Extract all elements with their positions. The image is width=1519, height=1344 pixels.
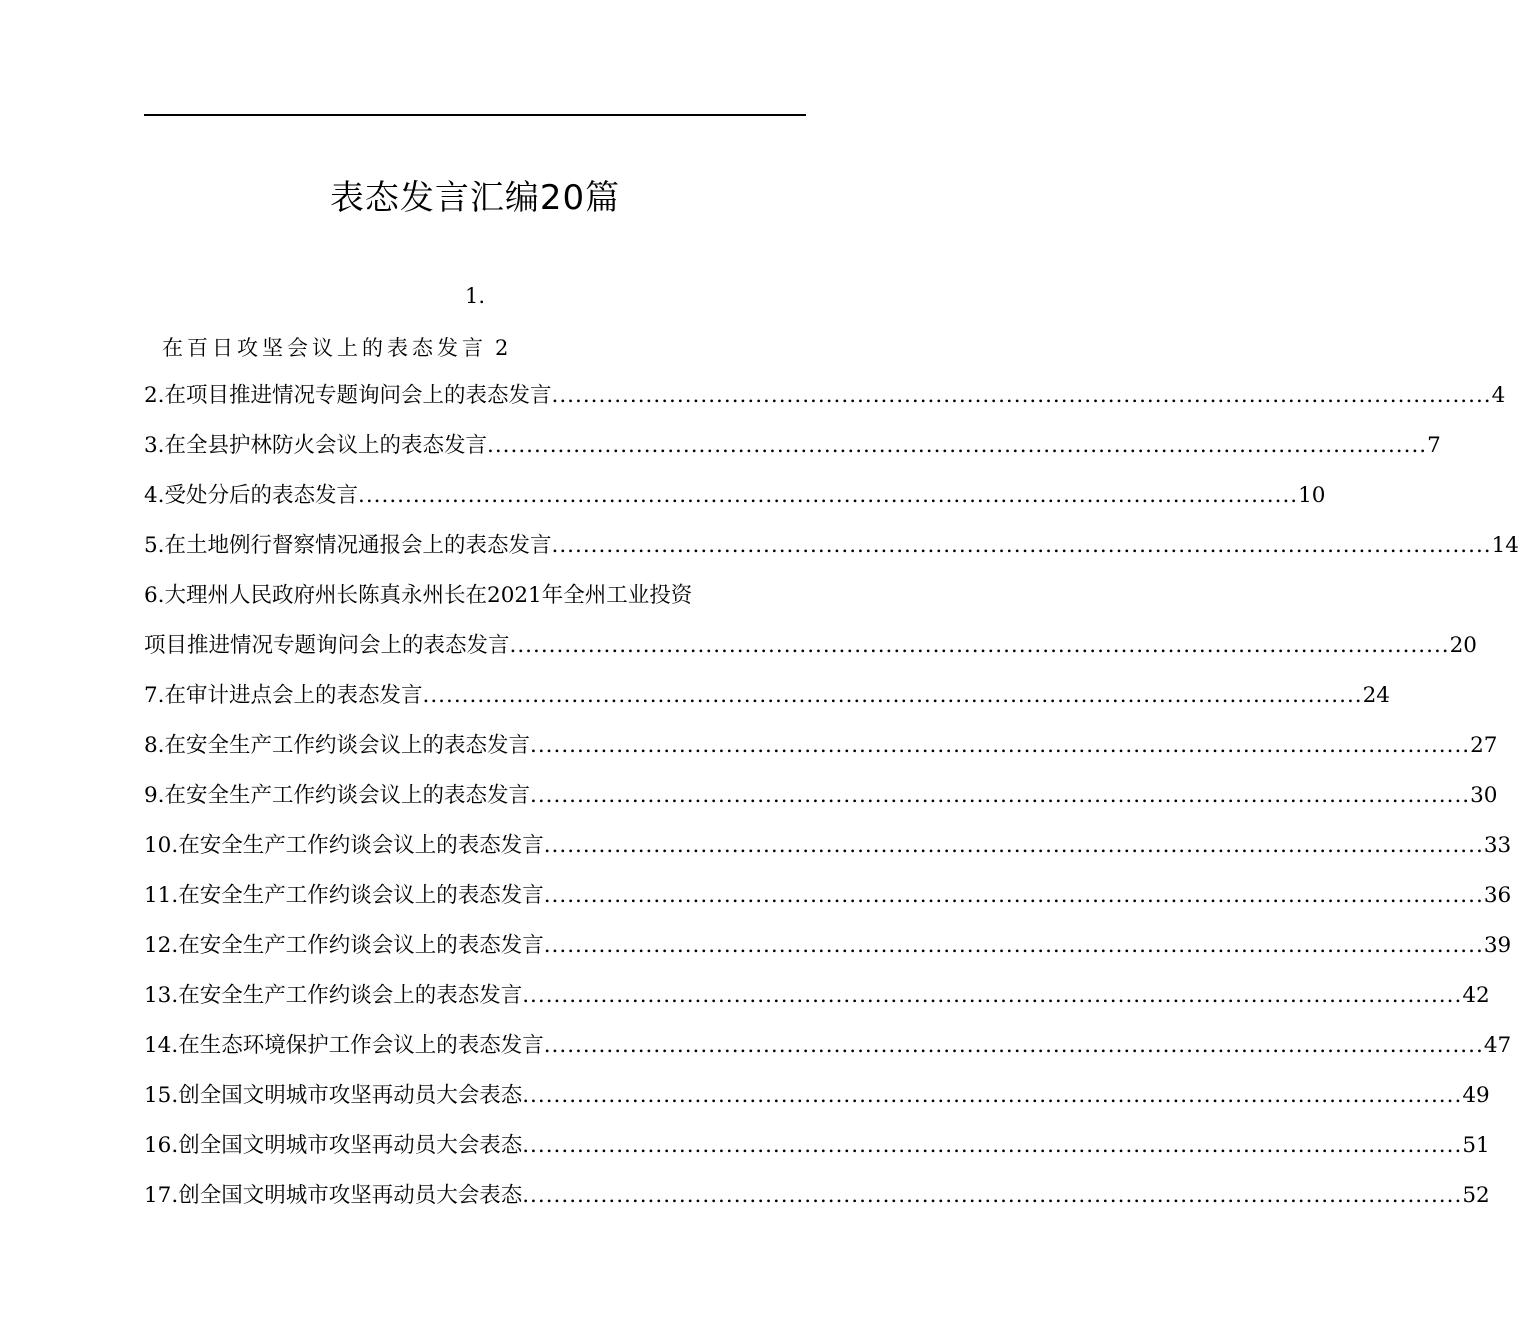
toc-entry[interactable] <box>144 676 1390 726</box>
toc-leader-dots: ........................................................................................................................ <box>487 433 1428 458</box>
toc-entry-title: 9.在安全生产工作约谈会议上的表态发言 <box>144 783 531 808</box>
toc-entry-page: 39 <box>1483 933 1512 958</box>
toc-entry[interactable] <box>144 876 1512 926</box>
toc-leader-dots: ........................................................................................................................ <box>522 1083 1463 1108</box>
toc-leader-dots: ........................................................................................................................ <box>509 633 1450 658</box>
toc-entry-page: 27 <box>1470 733 1498 758</box>
toc-entry[interactable] <box>144 476 1326 526</box>
toc-leader-dots: ........................................................................................................................ <box>551 533 1492 558</box>
toc-entry-1-number: 1. <box>464 284 486 308</box>
toc-entry-title: 2.在项目推进情况专题询问会上的表态发言 <box>144 383 552 408</box>
toc-entry-page: 52 <box>1462 1183 1490 1208</box>
toc-leader-dots: ........................................................................................................................ <box>522 1133 1463 1158</box>
toc-entry[interactable] <box>144 1076 1490 1126</box>
toc-entry[interactable] <box>144 776 1498 826</box>
toc-entry-line1[interactable] <box>144 576 806 626</box>
toc-entry-page: 47 <box>1483 1033 1512 1058</box>
toc-entry-title: 5.在土地例行督察情况通报会上的表态发言 <box>144 533 552 558</box>
toc-entry-title: 4.受处分后的表态发言 <box>144 483 359 508</box>
toc-entry-page: 30 <box>1470 783 1498 808</box>
toc-entry-1-page: 2 <box>495 336 509 360</box>
toc-entry-title: 11.在安全生产工作约谈会议上的表态发言 <box>144 883 544 908</box>
toc-entry-title-line1: 6.大理州人民政府州长陈真永州长在2021年全州工业投资 <box>144 583 693 608</box>
toc-entry-title: 15.创全国文明城市攻坚再动员大会表态 <box>144 1083 523 1108</box>
toc-entry[interactable] <box>144 826 1512 876</box>
toc-leader-dots: ........................................................................................................................ <box>551 383 1492 408</box>
toc-entry-page: 33 <box>1483 833 1512 858</box>
toc-leader-dots: ........................................................................................................................ <box>522 983 1463 1008</box>
toc-entry-page: 4 <box>1491 383 1506 408</box>
toc-entry[interactable] <box>144 526 1519 576</box>
toc-entry-page: 14 <box>1491 533 1519 558</box>
toc-entry-title: 12.在安全生产工作约谈会议上的表态发言 <box>144 933 544 958</box>
toc-entry-page: 36 <box>1483 883 1512 908</box>
toc-entry[interactable] <box>144 726 1498 776</box>
toc-entry-1-title: 在百日攻坚会议上的表态发言 <box>162 336 487 360</box>
toc-leader-dots: ........................................................................................................................ <box>358 483 1299 508</box>
toc-leader-dots: ........................................................................................................................ <box>530 733 1471 758</box>
header-rule <box>144 114 806 116</box>
toc-entry-page: 51 <box>1462 1133 1490 1158</box>
toc-entry-title: 16.创全国文明城市攻坚再动员大会表态 <box>144 1133 523 1158</box>
toc-entry-page: 49 <box>1462 1083 1490 1108</box>
toc-entry-page: 10 <box>1298 483 1326 508</box>
toc-entry-title: 10.在安全生产工作约谈会议上的表态发言 <box>144 833 544 858</box>
toc-entry-1[interactable] <box>162 332 508 362</box>
toc-entry-title: 8.在安全生产工作约谈会议上的表态发言 <box>144 733 531 758</box>
toc-entry-page: 20 <box>1449 633 1477 658</box>
toc-entry[interactable] <box>144 926 1512 976</box>
toc-entry[interactable] <box>144 376 1506 426</box>
toc-entry[interactable] <box>144 1176 1490 1226</box>
toc-entry-title: 17.创全国文明城市攻坚再动员大会表态 <box>144 1183 523 1208</box>
toc-entry-title: 3.在全县护林防火会议上的表态发言 <box>144 433 488 458</box>
toc-entry-page: 42 <box>1462 983 1490 1008</box>
toc-leader-dots: ........................................................................................................................ <box>530 783 1471 808</box>
toc-entry[interactable] <box>144 426 1441 476</box>
table-of-contents <box>144 376 1519 1226</box>
toc-leader-dots: ........................................................................................................................ <box>543 1033 1484 1058</box>
toc-leader-dots: ........................................................................................................................ <box>422 683 1363 708</box>
toc-entry-title: 项目推进情况专题询问会上的表态发言 <box>144 633 510 658</box>
toc-leader-dots: ........................................................................................................................ <box>522 1183 1463 1208</box>
toc-entry-page: 24 <box>1362 683 1390 708</box>
toc-entry-title: 13.在安全生产工作约谈会上的表态发言 <box>144 983 523 1008</box>
toc-leader-dots: ........................................................................................................................ <box>543 833 1484 858</box>
toc-leader-dots: ........................................................................................................................ <box>543 883 1484 908</box>
toc-leader-dots: ........................................................................................................................ <box>543 933 1484 958</box>
toc-entry[interactable] <box>144 1126 1490 1176</box>
toc-entry-title: 7.在审计进点会上的表态发言 <box>144 683 423 708</box>
toc-entry[interactable] <box>144 626 1477 676</box>
document-title: 表态发言汇编20篇 <box>329 178 621 218</box>
toc-entry-title: 14.在生态环境保护工作会议上的表态发言 <box>144 1033 544 1058</box>
toc-entry-page: 7 <box>1427 433 1441 458</box>
toc-entry[interactable] <box>144 976 1490 1026</box>
toc-entry[interactable] <box>144 1026 1512 1076</box>
